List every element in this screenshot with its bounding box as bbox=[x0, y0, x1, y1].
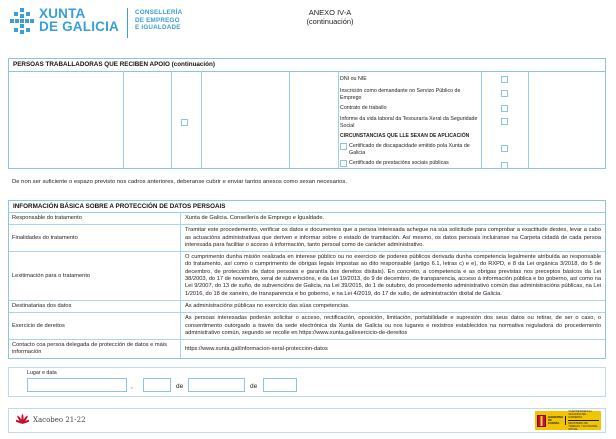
annex-title-block bbox=[255, 8, 405, 26]
privacy-row bbox=[9, 252, 605, 301]
privacy-row bbox=[9, 301, 605, 313]
privacy-row-label: Responsable do tratamento bbox=[9, 213, 181, 224]
de-text: de bbox=[176, 383, 184, 390]
privacy-row-value: As persoas interesadas poderán solicitar o acceso, rectificación, oposición, limitación, portabilidade e supresión dos seus datos ou retirar, de ser o caso, o consentimento outorgado a través da sede electrónica da Xunta de Galicia ou nos lugares e rexistros establecidos na normativa reguladora do procedemento administrativo común, segundo se recolle en https://www.xunta.gal/exercicio-de-dereitos bbox=[185, 315, 601, 336]
privacy-row bbox=[9, 225, 605, 252]
place-date-label: Lugar e data bbox=[27, 370, 57, 376]
month-input[interactable] bbox=[188, 378, 245, 392]
annex-subtitle: (continuación) bbox=[306, 17, 354, 26]
gobierno-espana-logo bbox=[535, 411, 601, 430]
circumstance-checkbox[interactable] bbox=[340, 143, 347, 150]
doc-checkbox[interactable] bbox=[501, 145, 508, 152]
doc-checkbox[interactable] bbox=[501, 118, 508, 125]
privacy-row-label: Destinatarias dos datos bbox=[9, 301, 181, 312]
privacy-title: INFORMACIÓN BÁSICA SOBRE A PROTECCIÓN DE DATOS PERSOAIS bbox=[9, 201, 605, 213]
xacobeo-shell-icon bbox=[16, 413, 29, 426]
brand-name bbox=[39, 7, 119, 33]
table-top-border bbox=[9, 71, 605, 72]
privacy-row bbox=[9, 313, 605, 340]
privacy-row-label: Exercicio de dereitos bbox=[9, 313, 181, 339]
doc-checkbox[interactable] bbox=[501, 162, 508, 169]
section-persoas-traballadoras bbox=[8, 58, 606, 169]
col-line bbox=[201, 71, 202, 168]
privacy-row-label: Lexitimación para o tratamento bbox=[9, 252, 181, 300]
comma-text: , bbox=[131, 383, 133, 390]
worker-checkbox[interactable] bbox=[181, 119, 188, 126]
footer bbox=[8, 408, 606, 433]
de-text: de bbox=[250, 383, 258, 390]
doc-checkbox[interactable] bbox=[501, 90, 508, 97]
doc-label: DNI ou NIE bbox=[340, 76, 367, 82]
section-title: PERSOAS TRABALLADORAS QUE RECIBEN APOIO (continuación) bbox=[13, 61, 215, 68]
annex-note: De non ser suficiente o espazo previsto nos cadros anteriores, deberanse cubrir e enviar tantos anexos como sexan necesarios. bbox=[12, 179, 347, 185]
privacy-row-value: https://www.xunta.gal/informacion-xeral-proteccion-datos bbox=[185, 345, 328, 352]
circumstance-label: Certificado de discapacidade emitido pola Xunta de Galicia bbox=[349, 143, 470, 156]
brand-line1: XUNTA bbox=[39, 6, 86, 21]
doc-checkbox[interactable] bbox=[501, 105, 508, 112]
xacobeo-label: Xacobeo 21-22 bbox=[33, 415, 86, 424]
header-divider bbox=[127, 8, 128, 38]
section-place-date bbox=[8, 367, 606, 397]
place-input[interactable] bbox=[27, 378, 127, 392]
privacy-row-value: Xunta de Galicia. Consellería de Emprego e Igualdade. bbox=[185, 215, 325, 221]
privacy-row-label: Finalidades do tratamento bbox=[9, 225, 181, 251]
col-line bbox=[289, 71, 290, 168]
xacobeo-logo bbox=[16, 413, 86, 426]
privacy-row-value: Tramitar este procedemento, verificar os datos e documentos que a persoa interesada achegue na súa solicitude para comprobar a exactitude destes, levar a cabo as actuacións administrativas que deriven e informar sobre o estado de tramitación. Así mesmo, os datos persoais incluiranse na Carpeta cidadá de cada persoa interesada para facilitar o acceso á información, tanto persoal como de carácter administrativo. bbox=[185, 227, 601, 248]
circumstance-checkbox[interactable] bbox=[340, 160, 347, 167]
col-line bbox=[481, 71, 482, 168]
privacy-row-value: O cumprimento dunha misión realizada en interese público ou no exercicio de poderes públicos derivada dunha competencia legalmente atribuída ao responsable do tratamento, así como o cumprimento de obrigas legais impostas ao dito responsable (artigo 6.1, letras c) e e), do RXPD, e 8 da Lei orgánica 3/2018, do 5 de decembro, de protección de datos persoais e garantía dos dereitos dixitais). En concreto, a competencia e as obrigas previstas nos preceptos básicos da Lei 38/2003, do 17 de novembro, xeral de subvencións, e da Lei 19/2013, do 9 de decembro, de transparencia, acceso á información pública e bo goberno, así como na Lei 9/2007, do 13 de xuño, de subvencións de Galicia, na Lei 39/2015, do 1 de outubro, do procedemento administrativo común das administracións públicas, na Lei 1/2016, do 18 de xaneiro, de transparencia e bo goberno, e na Lei 4/2019, do 17 de xullo, de administración dixital de Galicia. bbox=[185, 254, 601, 297]
doc-label: Contrato de traballo bbox=[340, 105, 387, 111]
year-input[interactable] bbox=[263, 378, 297, 392]
doc-label: Informe da vida laboral da Tesouraría Xeral da Seguridade Social bbox=[340, 116, 478, 129]
xunta-logo-icon bbox=[10, 7, 34, 37]
department-name: CONSELLERÍA DE EMPREGO E IGUALDADE bbox=[135, 9, 183, 31]
doc-checkbox[interactable] bbox=[501, 76, 508, 83]
privacy-row bbox=[9, 340, 605, 358]
privacy-row-label: Contacto coa persoa delegada de protección de datos e máis información bbox=[9, 340, 181, 358]
privacy-row bbox=[9, 213, 605, 225]
col-line bbox=[171, 71, 172, 168]
header bbox=[10, 7, 182, 38]
col-line bbox=[528, 71, 529, 168]
gobierno-text: GOBIERNO DE ESPAÑA bbox=[548, 416, 566, 426]
annex-title: ANEXO IV-A bbox=[308, 8, 352, 17]
day-input[interactable] bbox=[143, 378, 171, 392]
section-data-protection bbox=[8, 200, 606, 359]
circumstances-header: CIRCUNSTANCIAS QUE LLE SEXAN DE APLICACIÓN bbox=[340, 133, 470, 139]
doc-label: Inscrición como demandante no Servizo Público de Emprego bbox=[340, 88, 461, 101]
circumstance-label: Certificado de prestacións sociais públicas bbox=[349, 160, 449, 166]
spain-coat-of-arms-icon bbox=[537, 415, 546, 427]
brand-line2: DE GALICIA bbox=[39, 19, 120, 34]
col-line bbox=[338, 71, 339, 168]
privacy-row-value: As administracións públicas no exercicio das súas competencias. bbox=[185, 302, 350, 309]
col-line bbox=[123, 71, 124, 168]
ministry-text: VICEPRESIDENCIA SEGUNDA DEL GOBIERNO MINISTERIO DE TRABAJO Y ECONOMÍA SOCIAL bbox=[568, 410, 598, 431]
